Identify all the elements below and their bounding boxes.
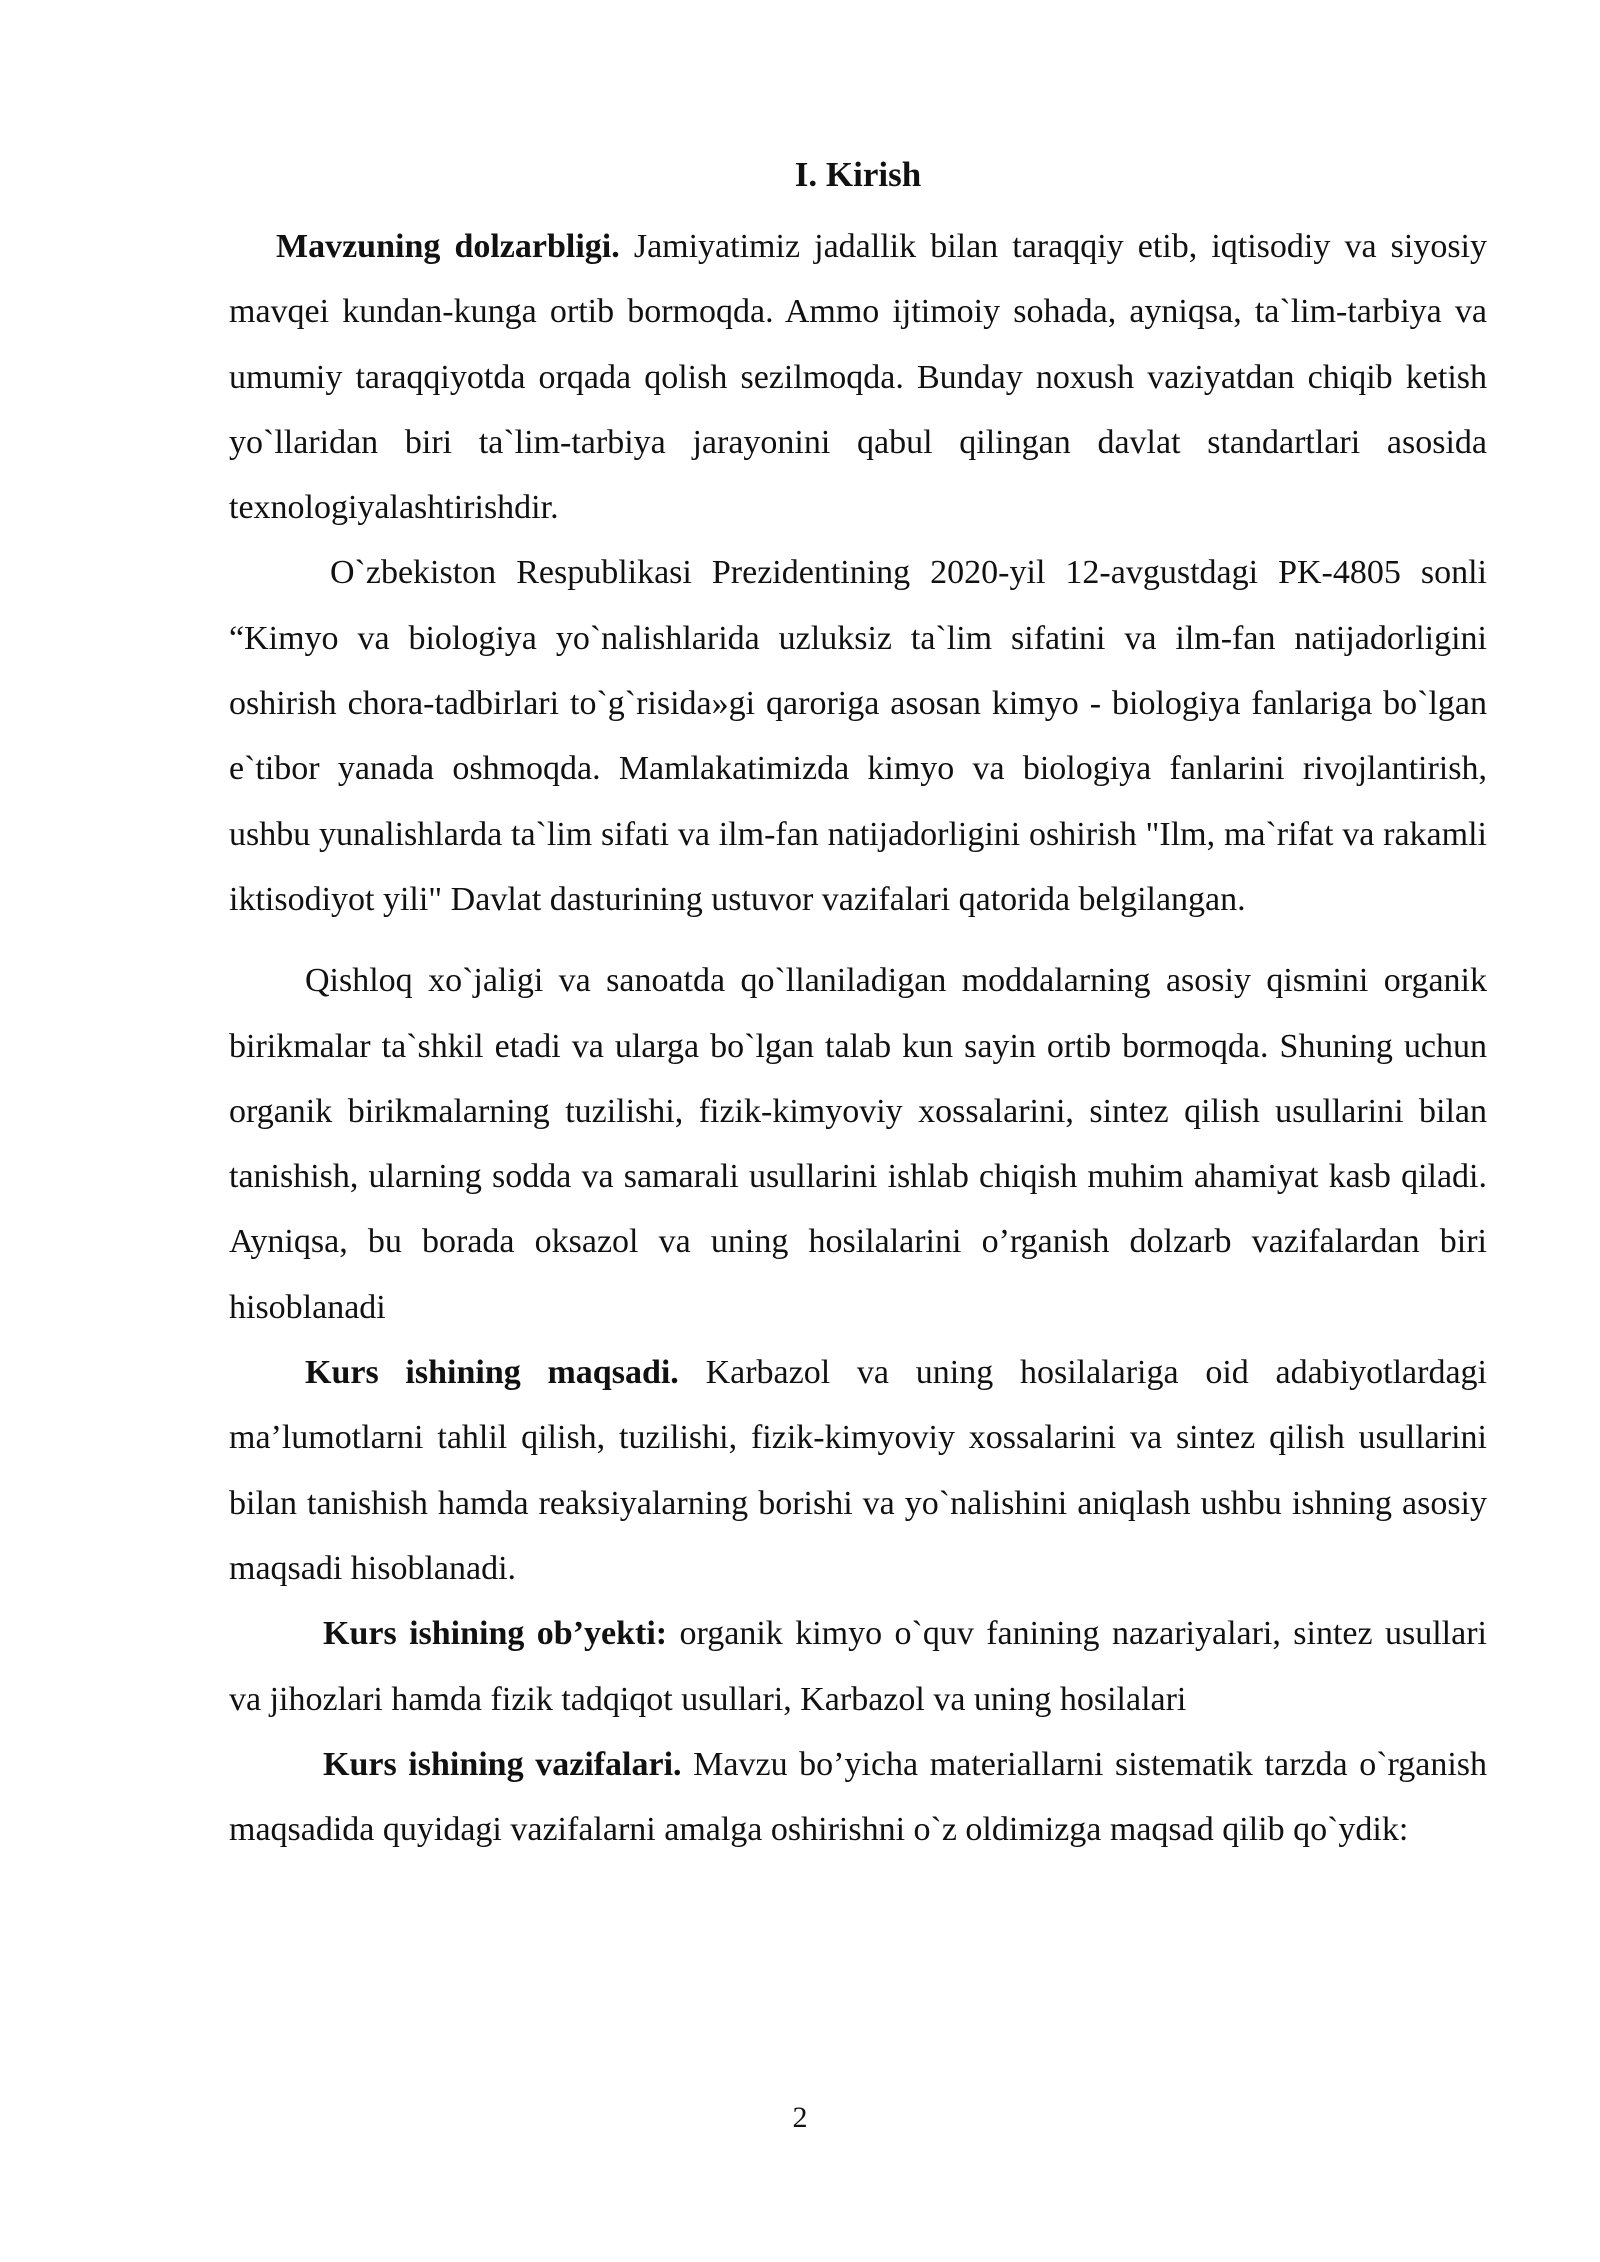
paragraph-organic-compounds [229, 948, 1487, 1340]
paragraph-text: Jamiyatimiz jadallik bilan taraqqiy etib, iqtisodiy va siyosiy mavqei kundan-kunga ortib bormoqda. Ammo ijtimoiy sohada, ayniqsa, ta`lim-tarbiya va umumiy taraqqiyotda orqada qolish sezilmoqda. Bunday noxush vaziyatdan chiqib ketish yo`llaridan biri ta`lim-tarbiya jarayonini qabul qilingan davlat standartlari asosida texnologiyalashtirishdir. [229, 228, 1488, 527]
paragraph-lead: Kurs ishining maqsadi. [305, 1354, 679, 1392]
paragraph-object [229, 1601, 1487, 1732]
paragraph-goal [229, 1340, 1487, 1601]
paragraph-text: Karbazol va uning hosilalariga oid adabiyotlardagi ma’lumotlarni tahlil qilish, tuzilishi, fizik-kimyoviy xossalarini va sintez qilish usullarini bilan tanishish hamda reaksiyalarning borishi va yo`nalishini aniqlash ushbu ishning asosiy maqsadi hisoblanadi. [229, 1354, 1487, 1587]
document-page [229, 150, 1487, 1862]
paragraph-decree [229, 540, 1487, 932]
paragraph-lead: Mavzuning dolzarbligi. [276, 228, 620, 265]
page-number: 2 [792, 2101, 808, 2134]
paragraph-tasks [229, 1732, 1487, 1863]
section-heading: I. Kirish [794, 155, 922, 194]
paragraph-text: O`zbekiston Respublikasi Prezidentining 2020-yil 12-avgustdagi PK-4805 sonli “Kimyo va biologiya yo`nalishlarida uzluksiz ta`lim sifatini va ilm-fan natijadorligini oshirish chora-tadbirlari to`g`risida»gi qaroriga asosan kimyo - biologiya fanlariga bo`lgan e`tibor yanada oshmoqda. Mamlakatimizda kimyo va biologiya fanlarini rivojlantirish, ushbu yunalishlarda ta`lim sifati va ilm-fan natijadorligini oshirish "Ilm, ma`rifat va rakamli iktisodiyot yili" Davlat dasturining ustuvor vazifalari qatorida belgilangan. [229, 554, 1487, 918]
paragraph-lead: Kurs ishining vazifalari. [323, 1745, 682, 1783]
paragraph-text: organik kimyo o`quv fanining nazariyalari, sintez usullari va jihozlari hamda fizik tadqiqot usullari, Karbazol va uning hosilalari [229, 1615, 1487, 1718]
paragraph-lead: Kurs ishining ob’yekti: [323, 1615, 668, 1653]
paragraph-text: Qishloq xo`jaligi va sanoatda qo`llaniladigan moddalarning asosiy qismini organik birikmalar ta`shkil etadi va ularga bo`lgan talab kun sayin ortib bormoqda. Shuning uchun organik birikmalarning tuzilishi, fizik-kimyoviy xossalarini, sintez qilish usullarini bilan tanishish, ularning sodda va samarali usullarini ishlab chiqish muhim ahamiyat kasb qiladi. Ayniqsa, bu borada oksazol va uning hosilalarini o’rganish dolzarb vazifalardan biri hisoblanadi [229, 962, 1487, 1326]
paragraph-text: Mavzu bo’yicha materiallarni sistematik tarzda o`rganish maqsadida quyidagi vazifalarni amalga oshirishni o`z oldimizga maqsad qilib qo`ydik: [229, 1745, 1487, 1849]
paragraph-relevance [229, 214, 1487, 540]
